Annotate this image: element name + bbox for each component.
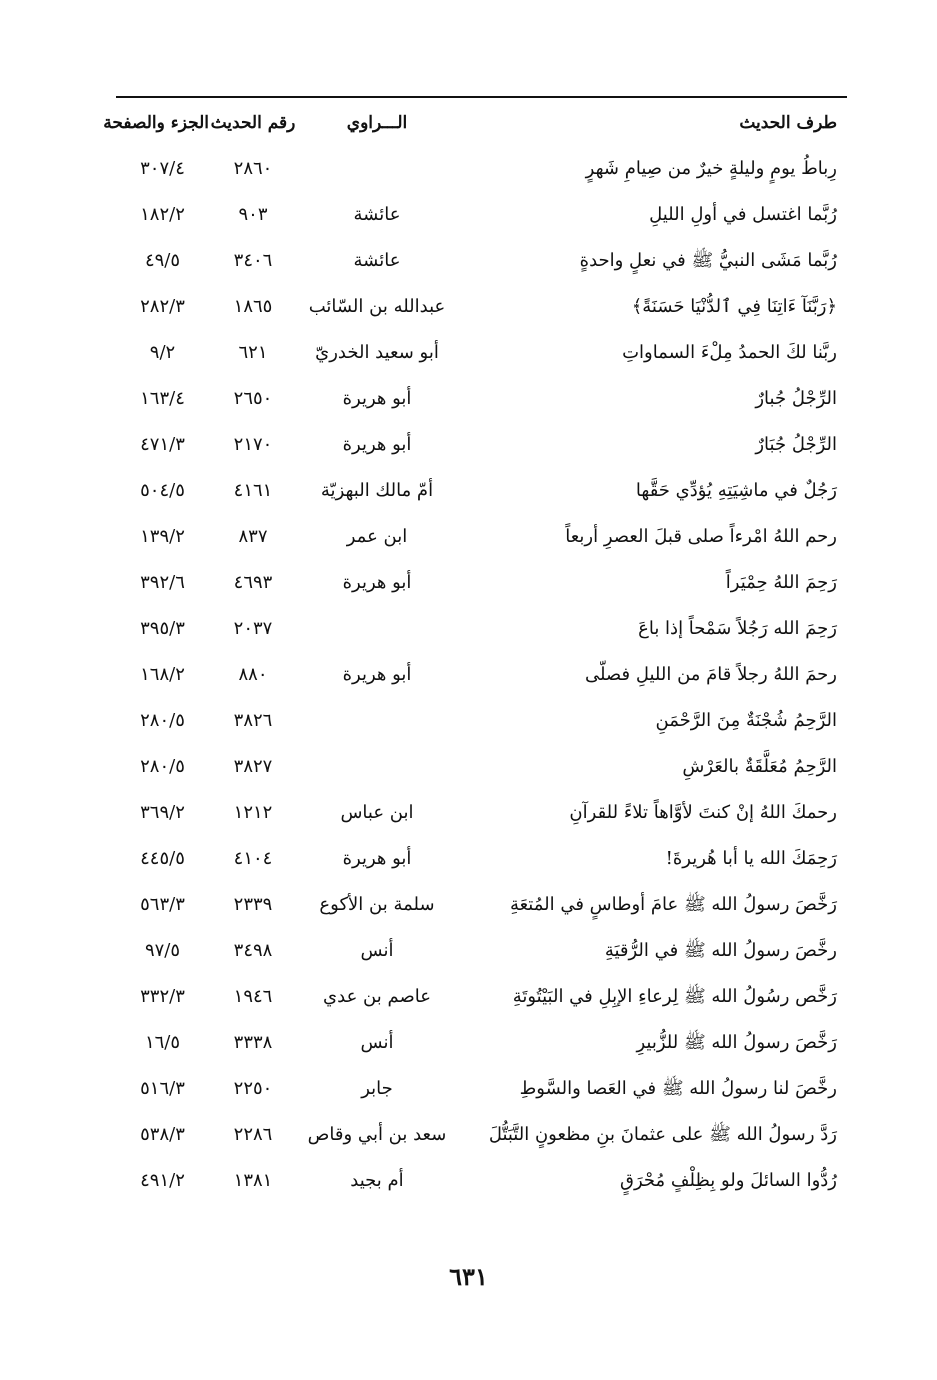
volume-page: ٩٧/٥ — [144, 940, 181, 961]
table-row — [116, 514, 847, 560]
hadith-number: ٢٠٣٧ — [233, 618, 273, 639]
hadith-text: رُبَّما مَشَى النبيُّ ﷺ في نعلٍ واحدةٍ — [579, 250, 837, 271]
hadith-text: الرَّحِمُ مُعَلَّقَةٌ بالعَرْشِ — [682, 756, 837, 777]
hadith-text: رخَّصَ لنا رسولُ الله ﷺ في العَصا والسَّوطِ — [519, 1078, 837, 1099]
volume-page: ٣٠٧/٤ — [140, 158, 185, 179]
narrator: سعد بن أبي وقاص — [307, 1124, 447, 1145]
hadith-text: ربَّنا لكَ الحمدُ مِلْءَ السماواتِ — [622, 342, 837, 363]
hadith-number: ٤١٦١ — [233, 480, 273, 501]
header-volume-page: الجزء والصفحة — [103, 113, 209, 133]
volume-page: ١٦٣/٤ — [140, 388, 185, 409]
hadith-number: ٢٨٦٠ — [233, 158, 273, 179]
table-row — [116, 238, 847, 284]
narrator: أبو هريرة — [342, 388, 412, 409]
narrator: أبو هريرة — [342, 572, 412, 593]
table-row — [116, 330, 847, 376]
table-row — [116, 422, 847, 468]
hadith-text: رحم اللهُ امْرءاً صلى قبلَ العصرِ أربعاً — [565, 526, 837, 547]
narrator: أبو هريرة — [342, 664, 412, 685]
narrator: أنس — [360, 1032, 394, 1053]
volume-page: ٥٣٨/٣ — [140, 1124, 185, 1145]
volume-page: ٥١٦/٣ — [140, 1078, 185, 1099]
table-row — [116, 284, 847, 330]
narrator: جابر — [361, 1078, 393, 1099]
volume-page: ٣٣٢/٣ — [140, 986, 185, 1007]
narrator: عبدالله بن السّائب — [308, 296, 446, 317]
volume-page: ٤٧١/٣ — [140, 434, 185, 455]
volume-page: ١٦٨/٢ — [140, 664, 185, 685]
narrator: أمّ مالك البهزيّة — [320, 480, 434, 501]
hadith-number: ٢٣٣٩ — [233, 894, 273, 915]
table-row — [116, 790, 847, 836]
table-row — [116, 376, 847, 422]
table-row — [116, 1066, 847, 1112]
hadith-text: رحمكَ اللهُ إنْ كنتَ لأوَّاهاً تلاءً للقرآنِ — [569, 802, 837, 823]
hadith-number: ٢٦٥٠ — [233, 388, 273, 409]
table-row — [116, 836, 847, 882]
hadith-text: ﴿رَبَّنَآ ءَاتِنَا فِي ٱلدُّنْيَا حَسَنَةً﴾ — [631, 296, 837, 317]
narrator — [297, 606, 457, 652]
hadith-text: رِباطُ يومٍ وليلةٍ خيرٌ من صِيامِ شَهرٍ — [585, 158, 837, 179]
hadith-number: ١٣٨١ — [233, 1170, 273, 1191]
hadith-number: ٨٣٧ — [238, 526, 268, 547]
narrator: عائشة — [353, 204, 401, 225]
volume-page: ٣٦٩/٢ — [140, 802, 185, 823]
table-row — [116, 882, 847, 928]
table-row — [116, 698, 847, 744]
table-row — [116, 928, 847, 974]
hadith-number: ٢٢٥٠ — [233, 1078, 273, 1099]
hadith-number: ١٢١٢ — [233, 802, 273, 823]
volume-page: ٥٠٤/٥ — [140, 480, 185, 501]
table-header — [103, 106, 847, 140]
hadith-number: ٣٤٠٦ — [233, 250, 273, 271]
hadith-number: ٨٨٠ — [238, 664, 268, 685]
hadith-text: الرِّجْلُ جُبَارٌ — [755, 434, 837, 455]
hadith-text: رخَّصَ رسولُ الله ﷺ في الرُّقيَةِ — [604, 940, 837, 961]
volume-page: ١٣٩/٢ — [140, 526, 185, 547]
hadith-number: ٢٢٨٦ — [233, 1124, 273, 1145]
hadith-text: رَجُلٌ في ماشِيَتِهِ يُؤدِّي حَقَّها — [635, 480, 837, 501]
narrator — [297, 698, 457, 744]
volume-page: ٢٨٢/٣ — [140, 296, 185, 317]
hadith-text: رحمَ اللهُ رجلاً قامَ من الليلِ فصلّى — [584, 664, 837, 685]
volume-page: ١٨٢/٢ — [140, 204, 185, 225]
table-row — [116, 192, 847, 238]
table-row — [116, 1020, 847, 1066]
narrator — [297, 744, 457, 790]
header-hadith-text: طرف الحديث — [739, 113, 837, 133]
volume-page: ٣٩٢/٦ — [140, 572, 185, 593]
hadith-number: ٣٣٣٨ — [233, 1032, 273, 1053]
hadith-text: رَخَّصَ رسولُ الله ﷺ عامَ أوطاسٍ في المُتعَةِ — [509, 894, 837, 915]
volume-page: ٥٦٣/٣ — [140, 894, 185, 915]
hadith-number: ٣٨٢٧ — [233, 756, 273, 777]
narrator: سلمة بن الأكوع — [319, 894, 435, 915]
narrator — [297, 146, 457, 192]
volume-page: ٤٩١/٢ — [140, 1170, 185, 1191]
narrator: أنس — [360, 940, 394, 961]
narrator: ابن عمر — [346, 526, 408, 547]
hadith-number: ١٩٤٦ — [233, 986, 273, 1007]
hadith-number: ٣٤٩٨ — [233, 940, 273, 961]
table-row — [116, 560, 847, 606]
table-row — [116, 1158, 847, 1204]
hadith-text: رَحِمَ اللهُ حِمْيَراً — [725, 572, 837, 593]
narrator: عاصم بن عدي — [323, 986, 431, 1007]
volume-page: ١٦/٥ — [144, 1032, 181, 1053]
hadith-text: الرَّحِمُ شُجْنَةٌ مِنَ الرَّحْمَنِ — [655, 710, 837, 731]
narrator: أم بجيد — [350, 1170, 404, 1191]
narrator: عائشة — [353, 250, 401, 271]
volume-page: ٤٩/٥ — [144, 250, 181, 271]
table-row — [116, 974, 847, 1020]
volume-page: ٢٨٠/٥ — [140, 710, 185, 731]
volume-page: ٩/٢ — [149, 342, 176, 363]
hadith-number: ١٨٦٥ — [233, 296, 273, 317]
narrator: أبو هريرة — [342, 434, 412, 455]
hadith-number: ٩٠٣ — [238, 204, 268, 225]
hadith-number: ٤١٠٤ — [233, 848, 273, 869]
hadith-text: رُدُّوا السائلَ ولو بِظِلْفٍ مُحْرَقٍ — [620, 1170, 837, 1191]
narrator: أبو هريرة — [342, 848, 412, 869]
page-number: ٦٣١ — [449, 1262, 488, 1291]
header-hadith-number: رقم الحديث — [210, 113, 296, 133]
hadith-text: رَخَّصَ رسولُ الله ﷺ للزُّبيرِ — [636, 1032, 837, 1053]
table-row — [116, 1112, 847, 1158]
hadith-text: رَدَّ رسولُ الله ﷺ على عثمانَ بنِ مظعونٍ التَّبَتُّلَ — [488, 1124, 837, 1145]
table-row — [116, 744, 847, 790]
volume-page: ٢٨٠/٥ — [140, 756, 185, 777]
volume-page: ٤٤٥/٥ — [140, 848, 185, 869]
volume-page: ٣٩٥/٣ — [140, 618, 185, 639]
hadith-text: رَخَّص رسُولُ الله ﷺ لِرعاءِ الإبِلِ في البَيْتُوتَةِ — [512, 986, 837, 1007]
table-row — [116, 652, 847, 698]
hadith-text: الرِّجْلُ جُبارٌ — [755, 388, 837, 409]
table-row — [116, 468, 847, 514]
hadith-text: رُبَّما اغتسل في أولِ الليلِ — [649, 204, 837, 225]
hadith-number: ٦٢١ — [238, 342, 268, 363]
hadith-index-table — [116, 146, 847, 1204]
header-narrator: الـــراوي — [346, 113, 408, 133]
hadith-text: رَحِمَ الله رَجُلاً سَمْحاً إذا باعَ — [638, 618, 837, 639]
hadith-number: ٤٦٩٣ — [233, 572, 273, 593]
hadith-text: رَحِمَكَ الله يا أبا هُريرةَ! — [665, 848, 837, 869]
hadith-number: ٢١٧٠ — [233, 434, 273, 455]
narrator: أبو سعيد الخدريّ — [315, 342, 439, 363]
narrator: ابن عباس — [340, 802, 414, 823]
header-rule — [116, 96, 847, 98]
table-row — [116, 606, 847, 652]
table-row — [116, 146, 847, 192]
hadith-number: ٣٨٢٦ — [233, 710, 273, 731]
